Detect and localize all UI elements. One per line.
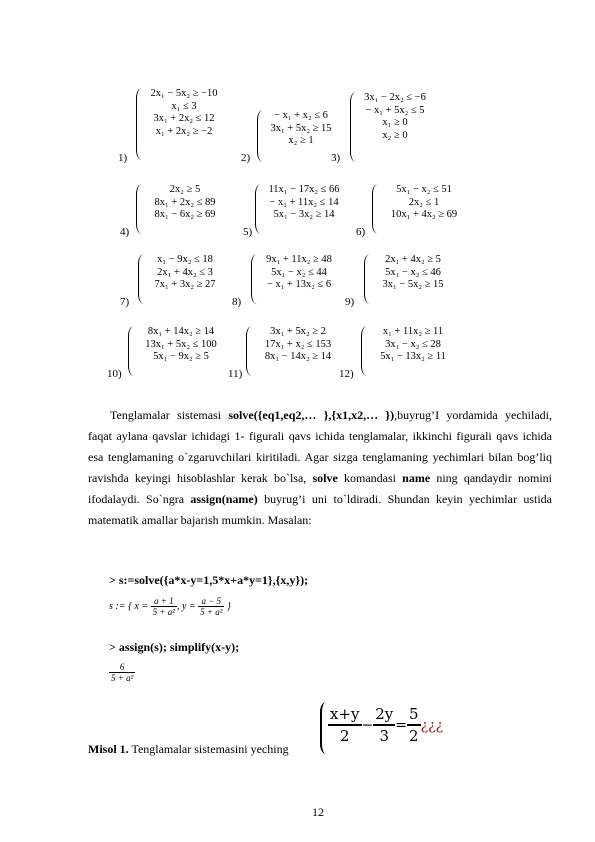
paragraph-text: buyrug’i uni to`ldiradi. Shundan keyin yechimlar ustida matematik amallar bajarish mumkin. Masalan: (88, 492, 552, 527)
equation-row: 3x₁ − x₂ ≤ 28 (385, 338, 441, 350)
equation-system (138, 254, 224, 304)
fraction (109, 662, 135, 683)
equation-row: 5x₁ − 3x₂ ≥ 14 (273, 209, 335, 220)
fraction-denominator: 3 (379, 727, 390, 745)
equation-row: 3x₁ − 5x₂ ≥ 15 (382, 279, 444, 290)
equation-system (136, 88, 226, 160)
equation-system (136, 184, 226, 234)
fraction-numerator: 2y (373, 704, 395, 726)
paragraph-text: komandasi (337, 471, 403, 485)
equation-row: 5x₁ − x₂ ≤ 44 (271, 266, 327, 278)
equation-system (128, 326, 226, 376)
equation-row: 2x₂ ≥ 5 (169, 184, 201, 195)
minus-sign: − (361, 717, 374, 734)
equation-row: 10x₁ + 4x₂ ≥ 69 (390, 209, 458, 220)
fraction-numerator: a + 1 (151, 596, 177, 607)
equation-row: x₁ + 2x₂ ≥ −2 (155, 125, 213, 137)
equation-row: 3x₁ − 2x₂ ≤ −6 (364, 92, 426, 103)
equation-row: 7x₁ + 3x₂ ≥ 27 (154, 279, 216, 290)
equation-row: x₁ − 9x₂ ≤ 18 (157, 254, 213, 265)
equation-row: 3x₁ + 5x₂ ≥ 15 (270, 122, 332, 134)
system-number: 11) (228, 368, 243, 380)
equation-row: x₂ ≥ 1 (288, 135, 314, 146)
equation-system (251, 254, 339, 304)
system-number: 1) (118, 152, 128, 164)
page-number: 12 (312, 805, 324, 819)
equation-row: x₁ ≥ 0 (382, 117, 408, 128)
equation-row: 2x₁ + 4x₂ ≥ 5 (385, 254, 441, 265)
paragraph-text: ,buyrug’I yordamida yechiladi, faqat aylana qavslar ichidagi 1- figurali qavs ichida tenglamalar, ikkinchi figurali qavs ichida esa tenglamaning o`zgaruvchilari kiritiladi. Agar sizga tenglamaning yechimlari bilan bog’liq ravishda keyingi hisoblashlar kerak bo`lsa, (88, 408, 552, 485)
equation-row: − x₁ + 5x₂ ≤ 5 (365, 104, 425, 116)
maple-output (109, 596, 231, 617)
equation-row: 5x₁ − 13x₂ ≥ 11 (380, 351, 446, 362)
system-number: 7) (120, 296, 130, 308)
body-paragraph (88, 405, 552, 531)
x-lhs: x = (134, 600, 149, 612)
equation-row: 3x₁ + 5x₂ ≥ 2 (270, 326, 326, 337)
equation-row: x₂ ≥ 0 (382, 129, 408, 141)
equation-row: − x₁ + 11x₂ ≤ 14 (269, 196, 339, 208)
paragraph-text: Tenglamalar sistemasi (110, 408, 229, 422)
example-label: Misol 1. (88, 742, 129, 756)
equation-row: 3x₁ + 2x₂ ≤ 12 (153, 113, 215, 124)
equation-row: − x₁ + 13x₂ ≤ 6 (266, 279, 332, 290)
system-number: 4) (120, 226, 130, 238)
equation-row: 2x₁ + 4x₂ ≤ 3 (157, 266, 213, 278)
solve-syntax: solve({eq1,eq2,… },{x1,x2,… }) (228, 408, 395, 422)
system-number: 6) (356, 226, 366, 238)
maple-command: > assign(s); simplify(x-y); (109, 640, 240, 654)
fraction (373, 704, 395, 746)
output-prefix: s := { (109, 600, 132, 612)
system-number: 2) (241, 152, 251, 164)
equation-system (372, 184, 468, 234)
equation-row: 8x₁ + 14x₂ ≥ 14 (147, 326, 215, 337)
fraction-numerator: 6 (109, 662, 135, 673)
system-number: 8) (232, 296, 242, 308)
fraction-numerator: x+y (328, 704, 362, 726)
equation-row: 5x₁ − 9x₂ ≥ 5 (153, 351, 209, 362)
fraction-denominator: 2 (409, 727, 419, 745)
name-keyword: name (402, 471, 431, 485)
equation-row: 11x₁ − 17x₂ ≤ 66 (268, 184, 340, 195)
equation-row: 5x₁ − x₂ ≤ 46 (385, 266, 441, 278)
output-suffix: } (226, 600, 231, 612)
equation-row: 17x₁ + x₂ ≤ 153 (264, 338, 332, 350)
fraction (151, 596, 177, 617)
fraction-numerator: a − 5 (198, 596, 224, 607)
fraction (198, 596, 224, 617)
equation-row: 8x₁ + 2x₂ ≤ 89 (154, 196, 216, 208)
equation-row: 13x₁ + 5x₂ ≤ 100 (145, 338, 217, 350)
equation-row: x₁ + 11x₂ ≥ 11 (382, 326, 444, 337)
equation-row: 9x₁ + 11x₂ ≥ 48 (266, 254, 332, 265)
equation-row: 8x₁ − 6x₂ ≥ 69 (154, 209, 216, 220)
paragraph-text: ning qandaydir nomini ifodalaydi. So`ngra (88, 471, 552, 506)
equation-row: 8x₁ − 14x₂ ≥ 14 (264, 351, 332, 362)
assign-keyword: assign(name) (190, 492, 258, 506)
fraction-denominator: 5 + a² (111, 673, 134, 683)
equation-row: − x₁ + x₂ ≤ 6 (274, 110, 328, 121)
y-lhs: y = (181, 600, 196, 612)
equation-row: 5x₁ − x₂ ≤ 51 (396, 184, 452, 195)
garbled-text: ¿¿¿ (420, 717, 444, 734)
equation-row: 2x₂ ≤ 1 (408, 196, 440, 208)
system-number: 3) (331, 152, 341, 164)
fraction-denominator: 5 + a² (152, 607, 175, 617)
fraction (328, 704, 362, 746)
equation-row: 2x₁ − 5x₂ ≥ −10 (150, 88, 218, 99)
example-equation (320, 702, 444, 754)
separator: , (176, 600, 180, 612)
equation-system (350, 92, 432, 162)
equation-system (361, 326, 457, 376)
equation-system (255, 184, 345, 234)
maple-command: > s:=solve({a*x-y=1,5*x+a*y=1},{x,y}); (109, 573, 309, 587)
maple-output (109, 662, 135, 683)
equation-system (364, 254, 454, 304)
fraction (407, 704, 421, 746)
equation-system (257, 110, 337, 162)
system-number: 10) (107, 368, 122, 380)
fraction-denominator: 2 (339, 727, 350, 745)
fraction-numerator: 5 (407, 704, 421, 726)
system-number: 12) (339, 368, 354, 380)
equation-row: x₁ ≤ 3 (171, 100, 197, 112)
solve-keyword: solve (312, 471, 338, 485)
example-line (88, 742, 289, 757)
system-number: 5) (243, 226, 253, 238)
system-number: 9) (345, 296, 355, 308)
equals-sign: = (395, 717, 408, 734)
example-text: Tenglamalar sistemasini yeching (128, 742, 289, 756)
fraction-denominator: 5 + a² (200, 607, 223, 617)
equation-system (246, 326, 342, 376)
